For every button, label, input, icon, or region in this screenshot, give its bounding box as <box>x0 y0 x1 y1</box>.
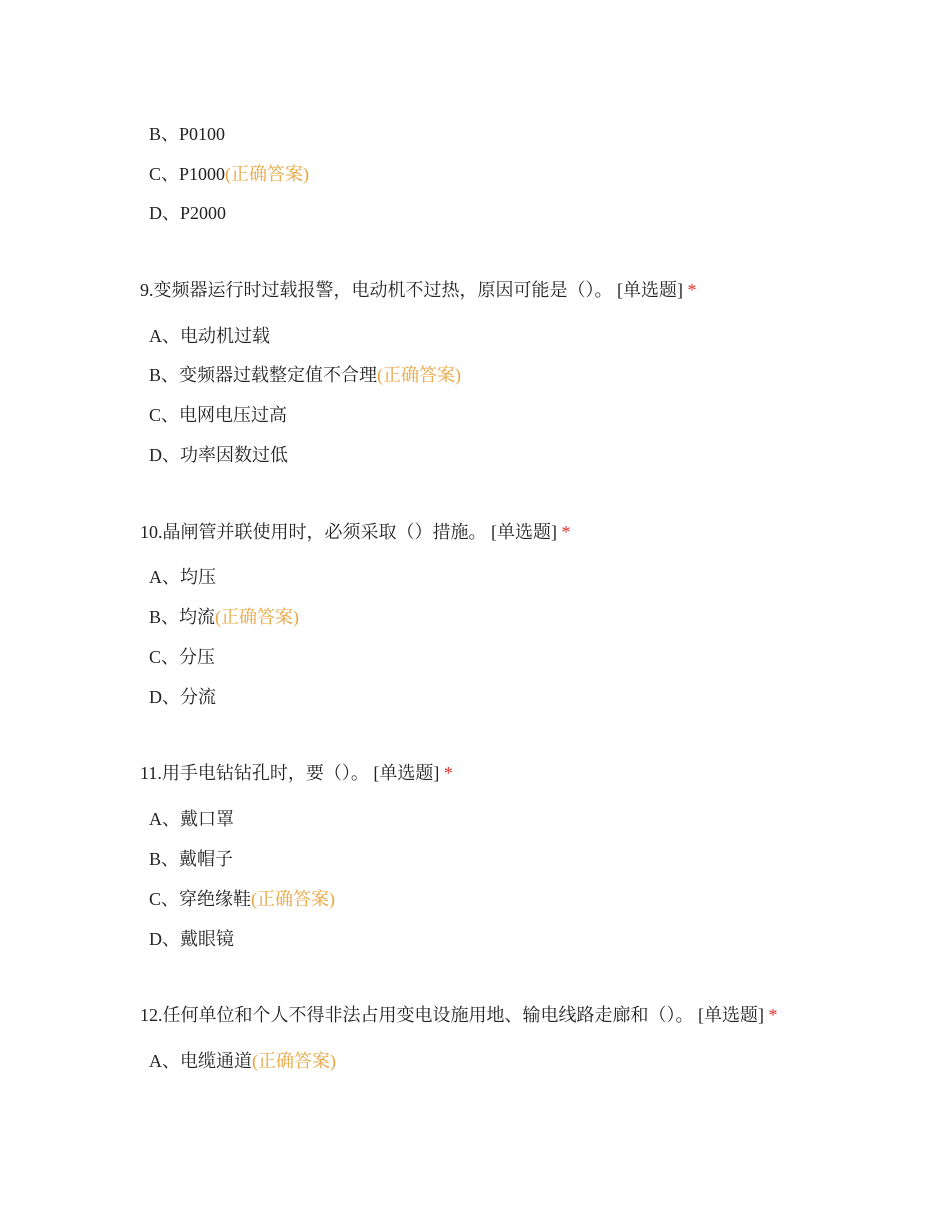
option-letter: B、 <box>149 849 180 869</box>
required-mark: * <box>561 522 571 542</box>
option-text: 分流 <box>180 687 216 707</box>
question-text: 9.变频器运行时过载报警，电动机不过热，原因可能是（）。 <box>140 280 613 300</box>
option-letter: C、 <box>149 889 180 909</box>
q9-option-a[interactable] <box>149 325 270 347</box>
correct-answer-label: (正确答案) <box>252 1051 336 1071</box>
correct-answer-label: (正确答案) <box>251 889 336 909</box>
correct-answer-label: (正确答案) <box>377 365 462 385</box>
option-letter: B、 <box>149 124 180 144</box>
option-letter: A、 <box>149 567 180 587</box>
option-text: 电网电压过高 <box>179 405 288 425</box>
q10-option-b[interactable] <box>149 606 299 628</box>
option-text: P2000 <box>180 203 227 223</box>
question-type: [单选题] <box>617 280 683 300</box>
option-letter: A、 <box>149 809 180 829</box>
q8-option-d[interactable] <box>149 202 226 224</box>
q10-option-d[interactable] <box>149 686 216 708</box>
question-11-title <box>140 762 453 784</box>
question-type: [单选题] <box>491 522 557 542</box>
option-text: P0100 <box>179 124 226 144</box>
correct-answer-label: (正确答案) <box>215 607 300 627</box>
option-letter: A、 <box>149 326 180 346</box>
option-text: 穿绝缘鞋 <box>179 889 252 909</box>
option-text: 功率因数过低 <box>180 445 288 465</box>
q12-option-a[interactable] <box>149 1050 336 1072</box>
option-text: P1000 <box>179 164 226 184</box>
question-type: [单选题] <box>698 1005 764 1025</box>
option-text: 戴眼镜 <box>180 929 234 949</box>
option-text: 电动机过载 <box>180 326 270 346</box>
option-letter: C、 <box>149 164 180 184</box>
q11-option-c[interactable] <box>149 888 335 910</box>
correct-answer-label: (正确答案) <box>225 164 310 184</box>
option-text: 电缆通道 <box>180 1051 252 1071</box>
question-10-title <box>140 521 571 543</box>
option-text: 戴帽子 <box>179 849 234 869</box>
required-mark: * <box>687 280 697 300</box>
option-letter: D、 <box>149 687 180 707</box>
option-letter: B、 <box>149 365 180 385</box>
question-text: 11.用手电钻钻孔时，要（）。 <box>140 763 369 783</box>
option-letter: A、 <box>149 1051 180 1071</box>
question-text: 12.任何单位和个人不得非法占用变电设施用地、输电线路走廊和（）。 <box>140 1005 694 1025</box>
required-mark: * <box>443 763 453 783</box>
option-letter: D、 <box>149 929 180 949</box>
option-letter: C、 <box>149 405 180 425</box>
option-text: 分压 <box>179 647 216 667</box>
question-12-title <box>140 1004 778 1026</box>
q9-option-d[interactable] <box>149 444 288 466</box>
q8-option-b[interactable] <box>149 123 225 145</box>
option-letter: D、 <box>149 445 180 465</box>
required-mark: * <box>768 1005 778 1025</box>
q8-option-c[interactable] <box>149 163 309 185</box>
option-text: 均压 <box>180 567 216 587</box>
q9-option-c[interactable] <box>149 404 287 426</box>
option-text: 戴口罩 <box>180 809 234 829</box>
q10-option-a[interactable] <box>149 566 216 588</box>
q11-option-d[interactable] <box>149 928 234 950</box>
option-letter: B、 <box>149 607 180 627</box>
option-letter: D、 <box>149 203 180 223</box>
q11-option-a[interactable] <box>149 808 234 830</box>
q11-option-b[interactable] <box>149 848 233 870</box>
q9-option-b[interactable] <box>149 364 461 386</box>
question-9-title <box>140 279 697 301</box>
question-text: 10.晶闸管并联使用时，必须采取（）措施。 <box>140 522 487 542</box>
question-type: [单选题] <box>373 763 440 783</box>
option-text: 变频器过载整定值不合理 <box>179 365 378 385</box>
option-letter: C、 <box>149 647 180 667</box>
q10-option-c[interactable] <box>149 646 215 668</box>
option-text: 均流 <box>179 607 216 627</box>
